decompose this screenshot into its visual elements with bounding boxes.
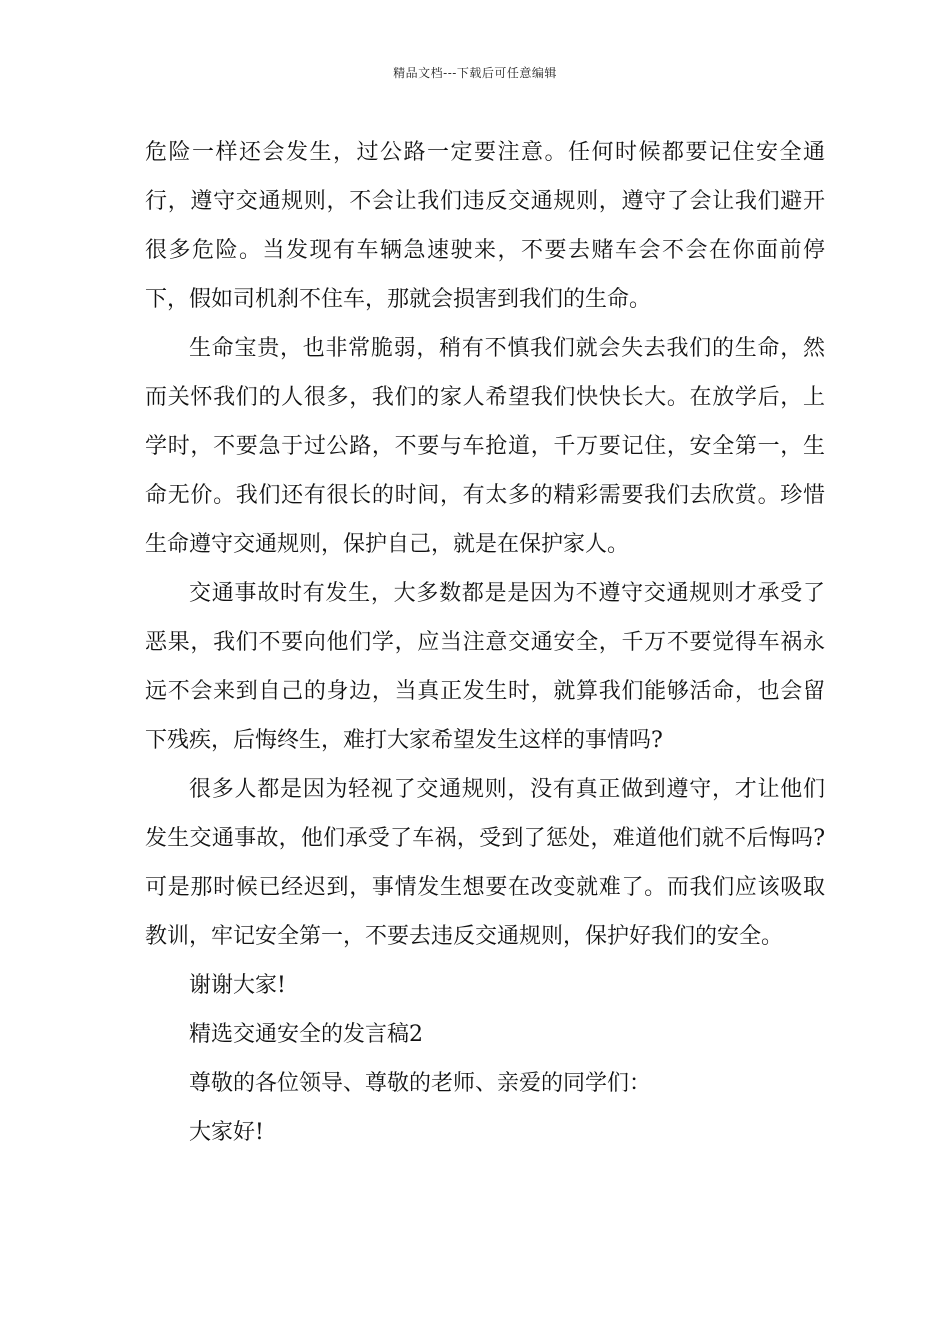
closing-thanks: 谢谢大家! [189, 973, 286, 998]
paragraph: 交通事故时有发生，大多数都是是因为不遵守交通规则才承受了恶果，我们不要向他们学，应当注意交通安全，千万不要觉得车祸永远不会来到自己的身边，当真正发生时，就算我们能够活命，也会留下残疾，后悔终生，难打大家希望发生这样的事情吗? [145, 581, 825, 753]
paragraph: 危险一样还会发生，过公路一定要注意。任何时候都要记住安全通行，遵守交通规则，不会让我们违反交通规则，遵守了会让我们避开很多危险。当发现有车辆急速驶来，不要去赌车会不会在你面前停下，假如司机刹不住车，那就会损害到我们的生命。 [145, 140, 825, 312]
salutation: 尊敬的各位领导、尊敬的老师、亲爱的同学们： [189, 1071, 652, 1096]
page-header: 精品文档---下载后可任意编辑 [393, 66, 557, 80]
document-body [145, 128, 825, 1157]
section-title: 精选交通安全的发言稿2 [189, 1022, 423, 1047]
paragraph: 生命宝贵，也非常脆弱，稍有不慎我们就会失去我们的生命，然而关怀我们的人很多，我们的家人希望我们快快长大。在放学后，上学时，不要急于过公路，不要与车抢道，千万要记住，安全第一，生命无价。我们还有很长的时间，有太多的精彩需要我们去欣赏。珍惜生命遵守交通规则，保护自己，就是在保护家人。 [145, 336, 825, 557]
paragraph: 很多人都是因为轻视了交通规则，没有真正做到遵守，才让他们发生交通事故，他们承受了车祸，受到了惩处，难道他们就不后悔吗?可是那时候已经迟到，事情发生想要在改变就难了。而我们应该吸取教训，牢记安全第一，不要去违反交通规则，保护好我们的安全。 [145, 777, 825, 949]
greeting: 大家好! [189, 1120, 264, 1145]
